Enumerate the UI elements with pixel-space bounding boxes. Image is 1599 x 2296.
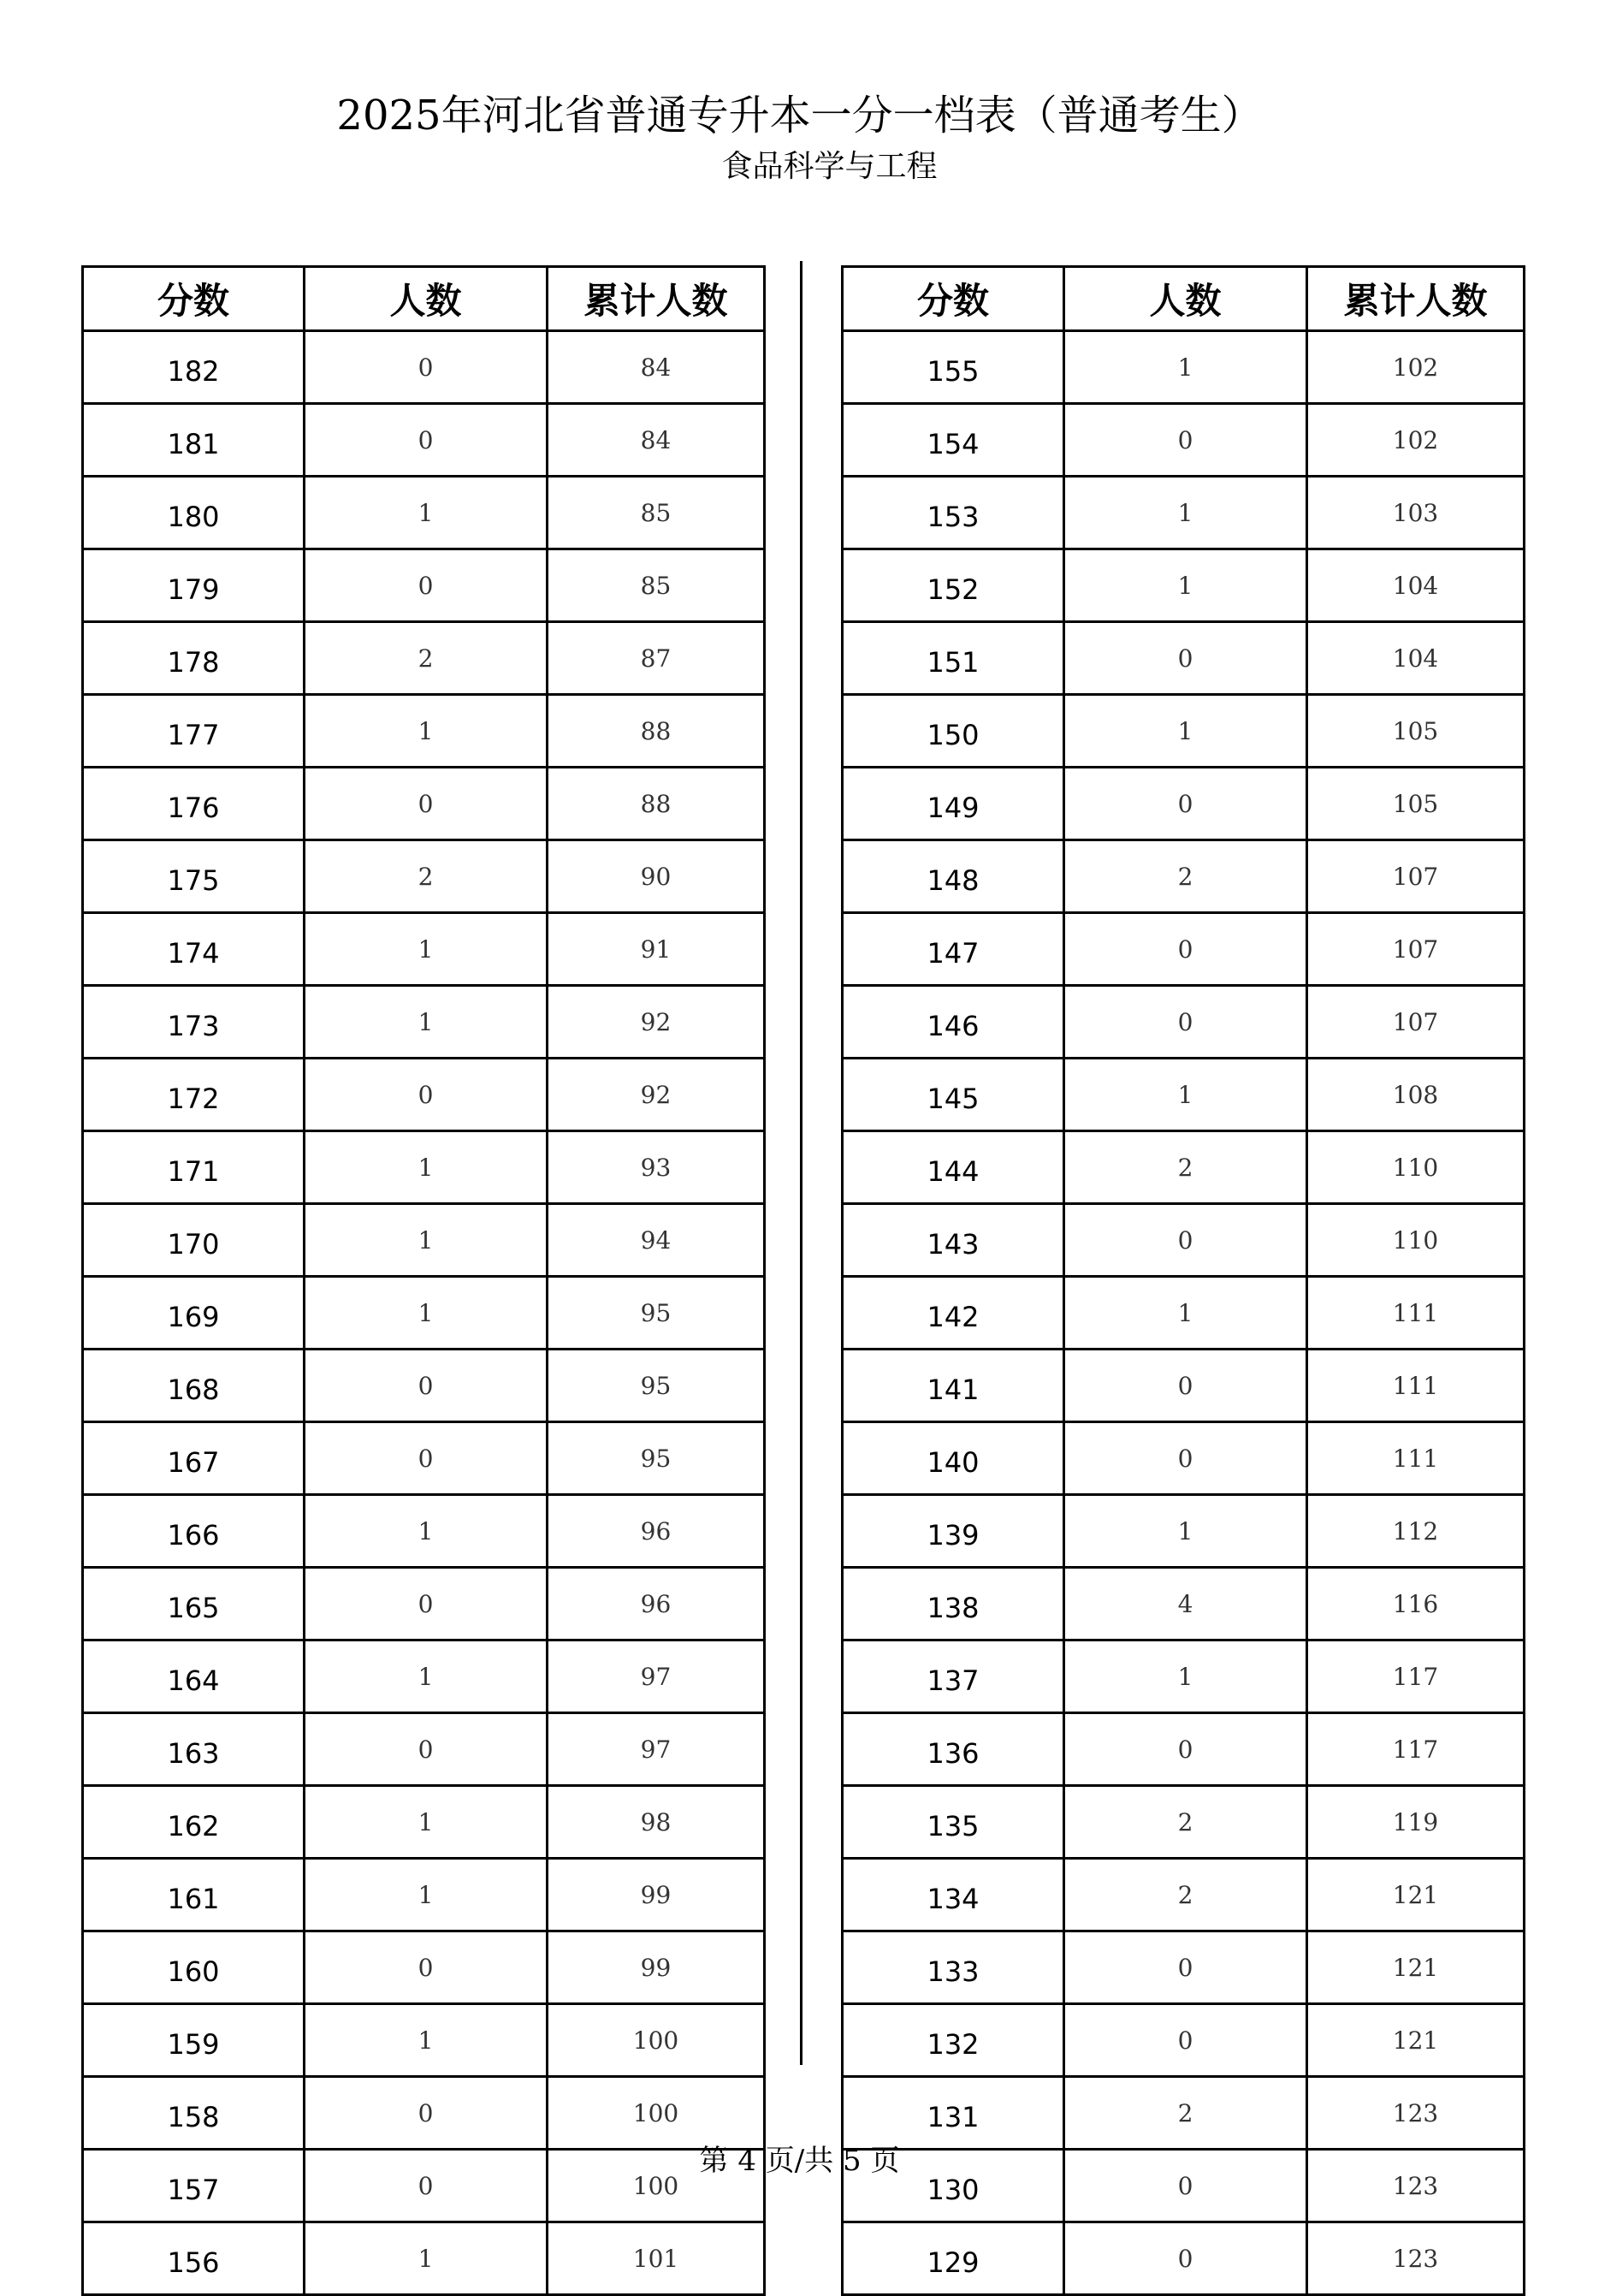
table-row	[843, 477, 1525, 549]
cell-score: 146	[843, 986, 1064, 1059]
table-row	[843, 1350, 1525, 1422]
cell-count: 1	[1064, 1059, 1307, 1131]
cell-cumulative: 100	[548, 2077, 765, 2150]
header-score: 分数	[83, 267, 305, 331]
cell-cumulative: 104	[1307, 549, 1525, 622]
cell-count: 0	[1064, 404, 1307, 477]
table-row	[843, 549, 1525, 622]
table-row	[843, 695, 1525, 768]
header-cumulative: 累计人数	[548, 267, 765, 331]
cell-count: 1	[305, 1131, 548, 1204]
table-row	[83, 1495, 765, 1568]
cell-count: 1	[305, 695, 548, 768]
cell-count: 0	[305, 1568, 548, 1640]
cell-count: 2	[1064, 1131, 1307, 1204]
table-row	[83, 1204, 765, 1277]
cell-count: 0	[1064, 2150, 1307, 2222]
table-row	[843, 2222, 1525, 2295]
cell-count: 2	[305, 622, 548, 695]
cell-cumulative: 97	[548, 1640, 765, 1713]
cell-cumulative: 110	[1307, 1204, 1525, 1277]
cell-cumulative: 96	[548, 1495, 765, 1568]
table-row	[83, 2222, 765, 2295]
cell-score: 150	[843, 695, 1064, 768]
cell-cumulative: 90	[548, 840, 765, 913]
cell-score: 166	[83, 1495, 305, 1568]
cell-count: 0	[305, 331, 548, 404]
cell-count: 0	[1064, 986, 1307, 1059]
table-row	[83, 695, 765, 768]
cell-cumulative: 107	[1307, 840, 1525, 913]
cell-count: 2	[1064, 1786, 1307, 1859]
table-row	[843, 1277, 1525, 1350]
cell-score: 167	[83, 1422, 305, 1495]
cell-score: 155	[843, 331, 1064, 404]
cell-count: 1	[1064, 477, 1307, 549]
cell-score: 130	[843, 2150, 1064, 2222]
cell-cumulative: 97	[548, 1713, 765, 1786]
table-row	[83, 1859, 765, 1931]
cell-cumulative: 117	[1307, 1640, 1525, 1713]
cell-cumulative: 123	[1307, 2222, 1525, 2295]
cell-cumulative: 99	[548, 1931, 765, 2004]
table-row	[843, 1059, 1525, 1131]
cell-count: 0	[1064, 1713, 1307, 1786]
cell-score: 165	[83, 1568, 305, 1640]
cell-score: 147	[843, 913, 1064, 986]
header-count: 人数	[1064, 267, 1307, 331]
cell-score: 133	[843, 1931, 1064, 2004]
cell-count: 2	[1064, 840, 1307, 913]
cell-score: 162	[83, 1786, 305, 1859]
cell-cumulative: 84	[548, 404, 765, 477]
table-row	[843, 2077, 1525, 2150]
cell-score: 181	[83, 404, 305, 477]
table-row	[843, 1713, 1525, 1786]
cell-count: 0	[305, 1350, 548, 1422]
cell-count: 1	[1064, 331, 1307, 404]
cell-cumulative: 101	[548, 2222, 765, 2295]
cell-cumulative: 108	[1307, 1059, 1525, 1131]
table-row	[83, 1422, 765, 1495]
cell-score: 149	[843, 768, 1064, 840]
cell-score: 136	[843, 1713, 1064, 1786]
cell-cumulative: 111	[1307, 1422, 1525, 1495]
cell-score: 143	[843, 1204, 1064, 1277]
cell-cumulative: 96	[548, 1568, 765, 1640]
cell-cumulative: 121	[1307, 1859, 1525, 1931]
cell-count: 0	[305, 1931, 548, 2004]
cell-cumulative: 123	[1307, 2150, 1525, 2222]
cell-score: 131	[843, 2077, 1064, 2150]
cell-score: 134	[843, 1859, 1064, 1931]
cell-score: 153	[843, 477, 1064, 549]
cell-count: 0	[1064, 2004, 1307, 2077]
cell-score: 176	[83, 768, 305, 840]
cell-score: 169	[83, 1277, 305, 1350]
cell-cumulative: 87	[548, 622, 765, 695]
cell-count: 1	[305, 2222, 548, 2295]
page-footer: 第 4 页/共 5 页	[699, 2144, 900, 2178]
cell-cumulative: 88	[548, 695, 765, 768]
table-row	[83, 622, 765, 695]
table-row	[843, 1422, 1525, 1495]
cell-score: 129	[843, 2222, 1064, 2295]
cell-score: 154	[843, 404, 1064, 477]
page-title: 2025年河北省普通专升本一分一档表（普通考生）	[336, 92, 1263, 139]
cell-score: 156	[83, 2222, 305, 2295]
cell-cumulative: 112	[1307, 1495, 1525, 1568]
table-row	[83, 1713, 765, 1786]
cell-count: 0	[1064, 2222, 1307, 2295]
cell-cumulative: 95	[548, 1350, 765, 1422]
table-row	[83, 1931, 765, 2004]
cell-count: 1	[1064, 1640, 1307, 1713]
cell-score: 168	[83, 1350, 305, 1422]
cell-score: 157	[83, 2150, 305, 2222]
cell-count: 0	[305, 1713, 548, 1786]
cell-score: 137	[843, 1640, 1064, 1713]
table-body-right	[843, 331, 1525, 2295]
cell-count: 2	[305, 840, 548, 913]
table-row	[83, 1059, 765, 1131]
table-row	[843, 768, 1525, 840]
cell-cumulative: 117	[1307, 1713, 1525, 1786]
cell-count: 4	[1064, 1568, 1307, 1640]
table-row	[83, 913, 765, 986]
cell-count: 1	[305, 1859, 548, 1931]
table-row	[83, 1350, 765, 1422]
cell-count: 1	[305, 986, 548, 1059]
table-row	[83, 477, 765, 549]
cell-count: 0	[305, 768, 548, 840]
cell-cumulative: 85	[548, 549, 765, 622]
cell-cumulative: 121	[1307, 1931, 1525, 2004]
cell-count: 2	[1064, 1859, 1307, 1931]
cell-score: 163	[83, 1713, 305, 1786]
table-row	[83, 1786, 765, 1859]
cell-score: 174	[83, 913, 305, 986]
cell-cumulative: 93	[548, 1131, 765, 1204]
cell-cumulative: 84	[548, 331, 765, 404]
cell-score: 171	[83, 1131, 305, 1204]
cell-score: 132	[843, 2004, 1064, 2077]
column-divider	[800, 261, 802, 2065]
cell-count: 0	[1064, 1422, 1307, 1495]
cell-score: 144	[843, 1131, 1064, 1204]
cell-cumulative: 85	[548, 477, 765, 549]
cell-score: 173	[83, 986, 305, 1059]
cell-score: 138	[843, 1568, 1064, 1640]
cell-cumulative: 119	[1307, 1786, 1525, 1859]
cell-cumulative: 92	[548, 1059, 765, 1131]
cell-count: 1	[1064, 1277, 1307, 1350]
table-row	[843, 840, 1525, 913]
cell-score: 179	[83, 549, 305, 622]
cell-score: 177	[83, 695, 305, 768]
cell-score: 135	[843, 1786, 1064, 1859]
cell-cumulative: 107	[1307, 913, 1525, 986]
cell-count: 0	[305, 2150, 548, 2222]
table-row	[83, 1277, 765, 1350]
cell-score: 145	[843, 1059, 1064, 1131]
cell-cumulative: 107	[1307, 986, 1525, 1059]
cell-score: 141	[843, 1350, 1064, 1422]
cell-score: 148	[843, 840, 1064, 913]
cell-count: 1	[305, 1204, 548, 1277]
cell-count: 1	[1064, 695, 1307, 768]
cell-cumulative: 102	[1307, 331, 1525, 404]
cell-cumulative: 104	[1307, 622, 1525, 695]
cell-score: 160	[83, 1931, 305, 2004]
cell-cumulative: 103	[1307, 477, 1525, 549]
table-row	[843, 1495, 1525, 1568]
cell-count: 2	[1064, 2077, 1307, 2150]
cell-count: 1	[305, 1277, 548, 1350]
table-row	[843, 1204, 1525, 1277]
cell-count: 0	[305, 404, 548, 477]
cell-cumulative: 100	[548, 2004, 765, 2077]
table-row	[843, 622, 1525, 695]
cell-cumulative: 95	[548, 1422, 765, 1495]
table-row	[843, 2004, 1525, 2077]
table-row	[83, 768, 765, 840]
cell-count: 0	[305, 2077, 548, 2150]
header-count: 人数	[305, 267, 548, 331]
cell-count: 1	[305, 2004, 548, 2077]
cell-score: 161	[83, 1859, 305, 1931]
table-row	[83, 1131, 765, 1204]
cell-score: 159	[83, 2004, 305, 2077]
cell-cumulative: 91	[548, 913, 765, 986]
major-subtitle: 食品科学与工程	[721, 149, 938, 184]
table-row	[83, 840, 765, 913]
cell-cumulative: 94	[548, 1204, 765, 1277]
cell-score: 175	[83, 840, 305, 913]
cell-count: 0	[305, 549, 548, 622]
table-row	[843, 986, 1525, 1059]
cell-cumulative: 123	[1307, 2077, 1525, 2150]
cell-cumulative: 116	[1307, 1568, 1525, 1640]
table-row	[843, 1131, 1525, 1204]
cell-score: 180	[83, 477, 305, 549]
cell-count: 1	[1064, 549, 1307, 622]
table-row	[83, 1568, 765, 1640]
cell-cumulative: 95	[548, 1277, 765, 1350]
table-body-left	[83, 331, 765, 2295]
cell-score: 151	[843, 622, 1064, 695]
table-row	[843, 404, 1525, 477]
table-row	[83, 2077, 765, 2150]
table-row	[83, 1640, 765, 1713]
cell-score: 139	[843, 1495, 1064, 1568]
cell-count: 0	[1064, 768, 1307, 840]
table-header-row	[843, 267, 1525, 331]
cell-cumulative: 111	[1307, 1350, 1525, 1422]
cell-cumulative: 121	[1307, 2004, 1525, 2077]
cell-count: 0	[1064, 1350, 1307, 1422]
cell-score: 158	[83, 2077, 305, 2150]
header-score: 分数	[843, 267, 1064, 331]
table-row	[843, 1640, 1525, 1713]
table-row	[83, 331, 765, 404]
cell-score: 142	[843, 1277, 1064, 1350]
table-row	[83, 986, 765, 1059]
table-row	[843, 1786, 1525, 1859]
cell-cumulative: 111	[1307, 1277, 1525, 1350]
cell-count: 0	[1064, 1931, 1307, 2004]
table-row	[83, 549, 765, 622]
cell-count: 1	[1064, 1495, 1307, 1568]
cell-count: 1	[305, 913, 548, 986]
cell-score: 140	[843, 1422, 1064, 1495]
cell-cumulative: 100	[548, 2150, 765, 2222]
cell-score: 172	[83, 1059, 305, 1131]
table-row	[843, 1568, 1525, 1640]
cell-score: 182	[83, 331, 305, 404]
cell-score: 170	[83, 1204, 305, 1277]
table-header-row	[83, 267, 765, 331]
table-row	[843, 331, 1525, 404]
table-row	[843, 1859, 1525, 1931]
table-row	[843, 1931, 1525, 2004]
table-row	[83, 404, 765, 477]
cell-score: 152	[843, 549, 1064, 622]
cell-count: 1	[305, 477, 548, 549]
cell-count: 0	[1064, 913, 1307, 986]
cell-count: 0	[1064, 622, 1307, 695]
cell-cumulative: 98	[548, 1786, 765, 1859]
cell-score: 164	[83, 1640, 305, 1713]
cell-score: 178	[83, 622, 305, 695]
cell-cumulative: 102	[1307, 404, 1525, 477]
table-row	[843, 913, 1525, 986]
cell-cumulative: 105	[1307, 695, 1525, 768]
score-table-right	[841, 265, 1525, 2296]
score-table-left	[81, 265, 766, 2296]
cell-cumulative: 110	[1307, 1131, 1525, 1204]
cell-count: 1	[305, 1786, 548, 1859]
cell-count: 0	[1064, 1204, 1307, 1277]
cell-count: 1	[305, 1495, 548, 1568]
cell-cumulative: 105	[1307, 768, 1525, 840]
table-row	[83, 2004, 765, 2077]
cell-count: 0	[305, 1059, 548, 1131]
cell-cumulative: 88	[548, 768, 765, 840]
cell-cumulative: 99	[548, 1859, 765, 1931]
header-cumulative: 累计人数	[1307, 267, 1525, 331]
cell-count: 1	[305, 1640, 548, 1713]
cell-cumulative: 92	[548, 986, 765, 1059]
cell-count: 0	[305, 1422, 548, 1495]
